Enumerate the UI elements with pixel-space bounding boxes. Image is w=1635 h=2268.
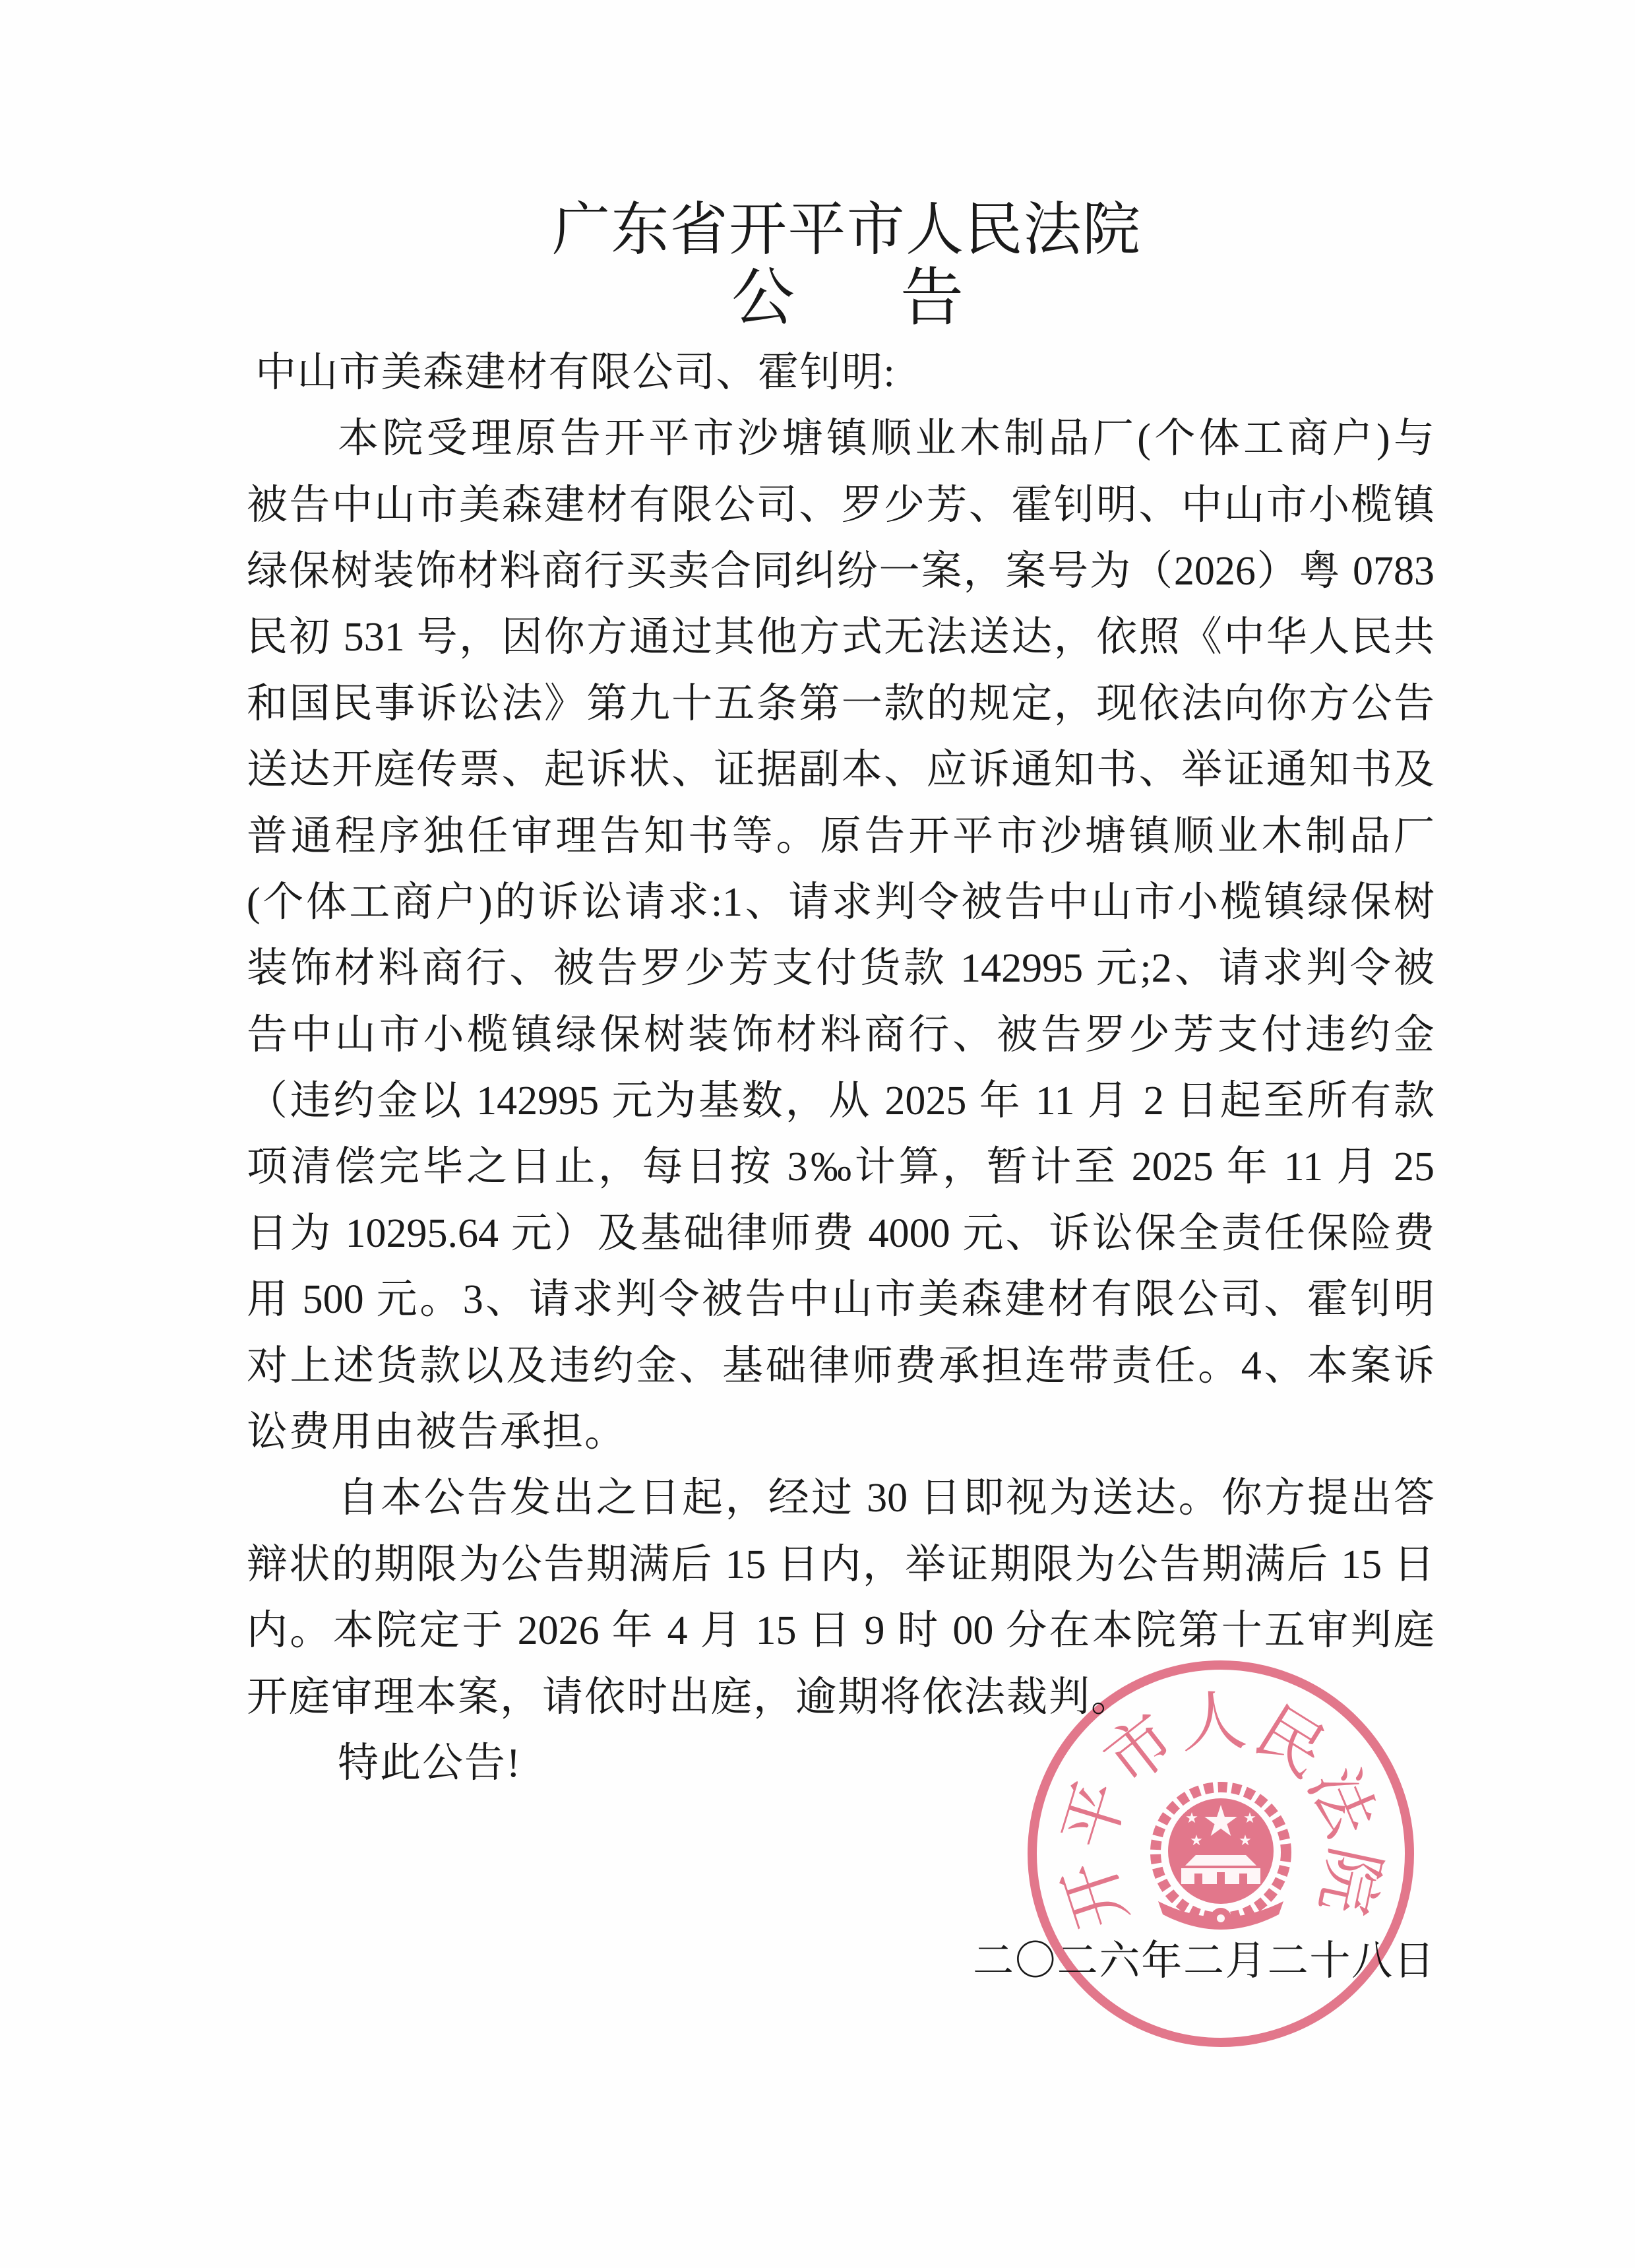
seal-character: 人 — [1179, 1682, 1249, 1763]
notice-body — [247, 340, 1434, 1797]
text-line: 开庭审理本案，请依时出庭，逾期将依法裁判。 — [247, 1674, 1134, 1720]
text-line: 本院受理原告开平市沙塘镇顺业木制品厂(个体工商户)与 — [338, 416, 1434, 462]
text-line: 和国民事诉讼法》第九十五条第一款的规定，现依法向你方公告 — [247, 681, 1434, 726]
notice-heading: 公 告 — [731, 265, 964, 331]
text-line: 自本公告发出之日起，经过 30 日即视为送达。你方提出答 — [338, 1476, 1434, 1521]
text-line: 对上述货款以及违约金、基础律师费承担连带责任。4、本案诉 — [247, 1343, 1434, 1389]
seal-character: 民 — [1242, 1691, 1340, 1792]
court-name-title: 广东省开平市人民法院 — [552, 199, 1140, 263]
text-line: 被告中山市美森建材有限公司、罗少芳、霍钊明、中山市小榄镇 — [247, 482, 1434, 528]
text-line: 辩状的期限为公告期满后 15 日内，举证期限为公告期满后 15 日 — [247, 1542, 1434, 1587]
text-line: 民初 531 号，因你方通过其他方式无法送达，依照《中华人民共 — [247, 615, 1434, 660]
text-line: （违约金以 142995 元为基数，从 2025 年 11 月 2 日起至所有款 — [247, 1079, 1434, 1124]
text-line: 讼费用由被告承担。 — [247, 1410, 627, 1455]
text-line: 项清偿完毕之日止，每日按 3‰计算，暂计至 2025 年 11 月 25 — [247, 1145, 1434, 1190]
issue-date: 二〇二六年二月二十八日 — [973, 1939, 1434, 1984]
text-line: (个体工商户)的诉讼请求:1、请求判令被告中山市小榄镇绿保树 — [247, 879, 1434, 925]
seal-character: 法 — [1293, 1756, 1391, 1848]
paragraph-case-details — [247, 406, 1434, 1465]
seal-character: 平 — [1048, 1772, 1142, 1858]
seal-character: 院 — [1305, 1841, 1395, 1922]
text-line: 送达开庭传票、起诉状、证据副本、应诉通知书、举证通知书及 — [247, 747, 1434, 793]
national-emblem-icon — [1156, 1787, 1286, 1930]
closing-line: 特此公告! — [338, 1741, 522, 1786]
addressee-line: 中山市美森建材有限公司、霍钊明: — [255, 350, 896, 395]
court-seal — [1023, 1656, 1419, 2052]
seal-character: 市 — [1090, 1699, 1190, 1801]
text-line: 用 500 元。3、请求判令被告中山市美森建材有限公司、霍钊明 — [247, 1277, 1434, 1323]
text-line: 日为 10295.64 元）及基础律师费 4000 元、诉讼保全责任保险费 — [247, 1211, 1434, 1256]
text-line: 装饰材料商行、被告罗少芳支付货款 142995 元;2、请求判令被 — [247, 946, 1434, 992]
text-line: 绿保树装饰材料商行买卖合同纠纷一案，案号为（2026）粤 0783 — [247, 548, 1434, 594]
text-line: 普通程序独任审理告知书等。原告开平市沙塘镇顺业木制品厂 — [247, 813, 1434, 859]
text-line: 告中山市小榄镇绿保树装饰材料商行、被告罗少芳支付违约金 — [247, 1012, 1434, 1057]
seal-character: 开 — [1048, 1851, 1142, 1938]
text-line: 内。本院定于 2026 年 4 月 15 日 9 时 00 分在本院第十五审判庭 — [247, 1608, 1434, 1654]
